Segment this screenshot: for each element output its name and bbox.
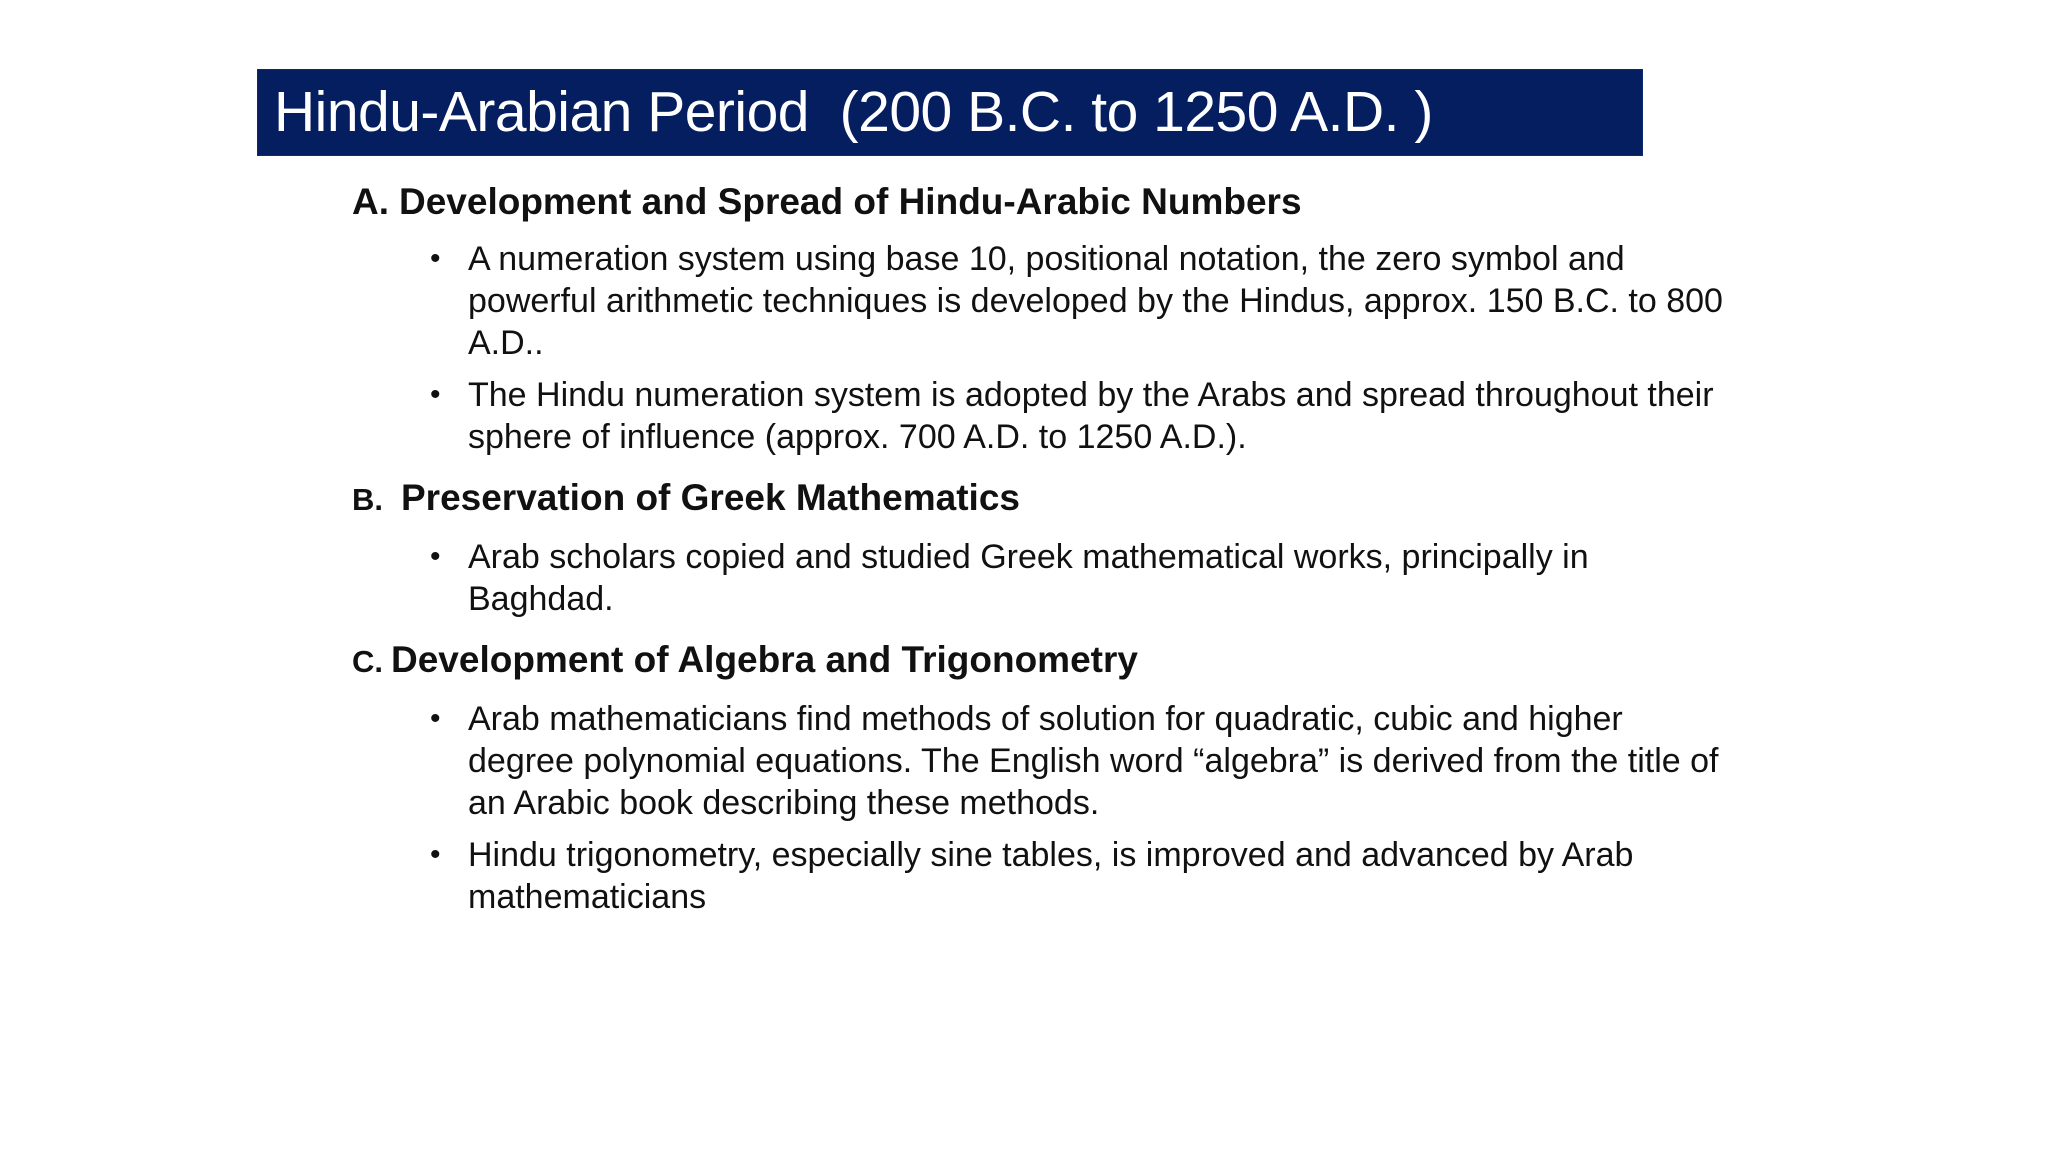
section-heading — [352, 472, 1732, 526]
section-letter: A. — [352, 181, 389, 222]
bullet-text: Arab mathematicians find methods of solution for quadratic, cubic and higher degree polynomial equations. The English word “algebra” is derived from the title of an Arabic book describing these methods. — [468, 700, 1719, 822]
section-a — [352, 176, 1732, 458]
bullet-dot-icon: • — [430, 702, 441, 735]
section-heading — [352, 634, 1732, 688]
section-letter: B. — [352, 482, 383, 517]
section-b — [352, 472, 1732, 620]
bullet-text: A numeration system using base 10, positional notation, the zero symbol and powerful arithmetic techniques is developed by the Hindus, approx. 150 B.C. to 800 A.D.. — [468, 240, 1723, 362]
bullet-dot-icon: • — [430, 242, 441, 275]
section-c — [352, 634, 1732, 918]
slide-content — [352, 176, 1732, 918]
bullet-item — [352, 238, 1732, 364]
bullet-dot-icon: • — [430, 540, 441, 573]
bullet-item — [352, 834, 1732, 918]
section-title: Development of Algebra and Trigonometry — [391, 639, 1138, 680]
bullet-list — [352, 536, 1732, 620]
section-heading — [352, 176, 1732, 228]
bullet-dot-icon: • — [430, 378, 441, 411]
title-bar — [257, 69, 1643, 156]
bullet-list — [352, 698, 1732, 918]
section-title: Preservation of Greek Mathematics — [401, 477, 1020, 518]
bullet-item — [352, 698, 1732, 824]
bullet-item — [352, 374, 1732, 458]
section-letter: C. — [352, 644, 383, 679]
bullet-text: Hindu trigonometry, especially sine tables, is improved and advanced by Arab mathematicians — [468, 836, 1634, 916]
bullet-text: The Hindu numeration system is adopted by the Arabs and spread throughout their sphere of influence (approx. 700 A.D. to 1250 A.D.). — [468, 376, 1714, 456]
bullet-text: Arab scholars copied and studied Greek mathematical works, principally in Baghdad. — [468, 538, 1589, 618]
slide-title: Hindu-Arabian Period (200 B.C. to 1250 A.D. ) — [274, 80, 1433, 144]
bullet-item — [352, 536, 1732, 620]
section-title: Development and Spread of Hindu-Arabic Numbers — [399, 181, 1302, 222]
bullet-list — [352, 238, 1732, 458]
bullet-dot-icon: • — [430, 838, 441, 871]
